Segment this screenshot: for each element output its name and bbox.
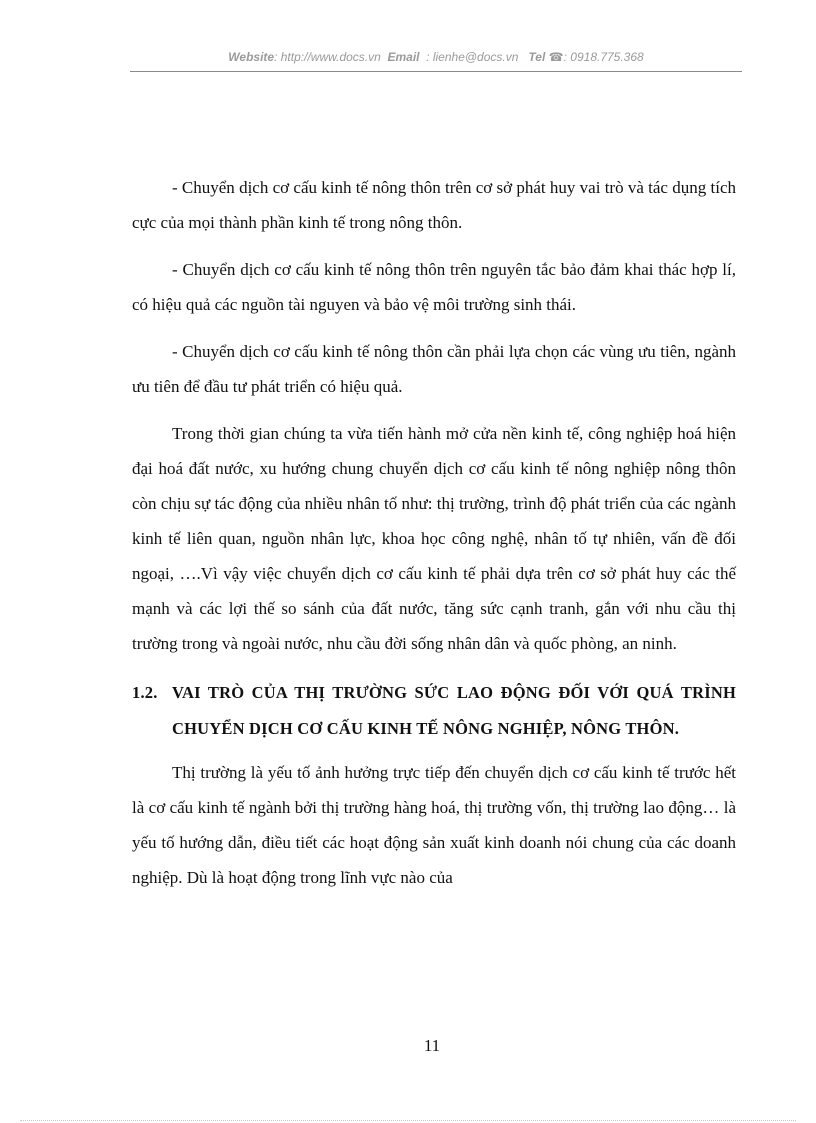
email-label: Email: [387, 50, 420, 64]
email-value: : lienhe@docs.vn: [426, 50, 519, 64]
footer-divider: [20, 1120, 796, 1121]
phone-icon: ☎: [548, 50, 564, 64]
tel-label: Tel: [528, 50, 546, 64]
section-paragraph: Thị trường là yếu tố ảnh hưởng trực tiếp đến chuyển dịch cơ cấu kinh tế trước hết là cơ cấu kinh tế ngành bởi thị trường hàng hoá, thị trường vốn, thị trường lao động… là yếu tố hướng dẫn, điều tiết các hoạt động sản xuất kinh doanh nói chung của các doanh nghiệp. Dù là hoạt động trong lĩnh vực nào của: [132, 763, 736, 887]
tel-value: : 0918.775.368: [563, 50, 644, 64]
document-body: [132, 170, 736, 907]
section-number: 1.2.: [132, 683, 158, 702]
header-divider: [130, 71, 742, 72]
paragraph-4: Trong thời gian chúng ta vừa tiến hành mở cửa nền kinh tế, công nghiệp hoá hiện đại hoá đất nước, xu hướng chung chuyển dịch cơ cấu kinh tế nông nghiệp nông thôn còn chịu sự tác động của nhiều nhân tố như: thị trường, trình độ phát triển của các ngành kinh tế liên quan, nguồn nhân lực, khoa học công nghệ, nhân tố tự nhiên, vấn đề đối ngoại, ….Vì vậy việc chuyển dịch cơ cấu kinh tế phải dựa trên cơ sở phát huy các thế mạnh và các lợi thế so sánh của đất nước, tăng sức cạnh tranh, gắn với nhu cầu thị trường trong và ngoài nước, nhu cầu đời sống nhân dân và quốc phòng, an ninh.: [132, 424, 736, 653]
website-value: : http://www.docs.vn: [274, 50, 381, 64]
page-header: [130, 50, 742, 64]
paragraph-2: - Chuyển dịch cơ cấu kinh tế nông thôn trên nguyên tắc bảo đảm khai thác hợp lí, có hiệu quả các nguồn tài nguyen và bảo vệ môi trường sinh thái.: [132, 260, 736, 314]
website-label: Website: [228, 50, 275, 64]
paragraph-1: - Chuyển dịch cơ cấu kinh tế nông thôn trên cơ sở phát huy vai trò và tác dụng tích cực của mọi thành phần kinh tế trong nông thôn.: [132, 178, 736, 232]
section-title: VAI TRÒ CỦA THỊ TRƯỜNG SỨC LAO ĐỘNG ĐỐI VỚI QUÁ TRÌNH CHUYỂN DỊCH CƠ CẤU KINH TẾ NÔNG NGHIỆP, NÔNG THÔN.: [172, 683, 736, 738]
page-number: 11: [423, 1036, 441, 1055]
paragraph-3: - Chuyển dịch cơ cấu kinh tế nông thôn cần phải lựa chọn các vùng ưu tiên, ngành ưu tiên để đầu tư phát triển có hiệu quả.: [132, 342, 736, 396]
section-heading: [132, 675, 736, 747]
